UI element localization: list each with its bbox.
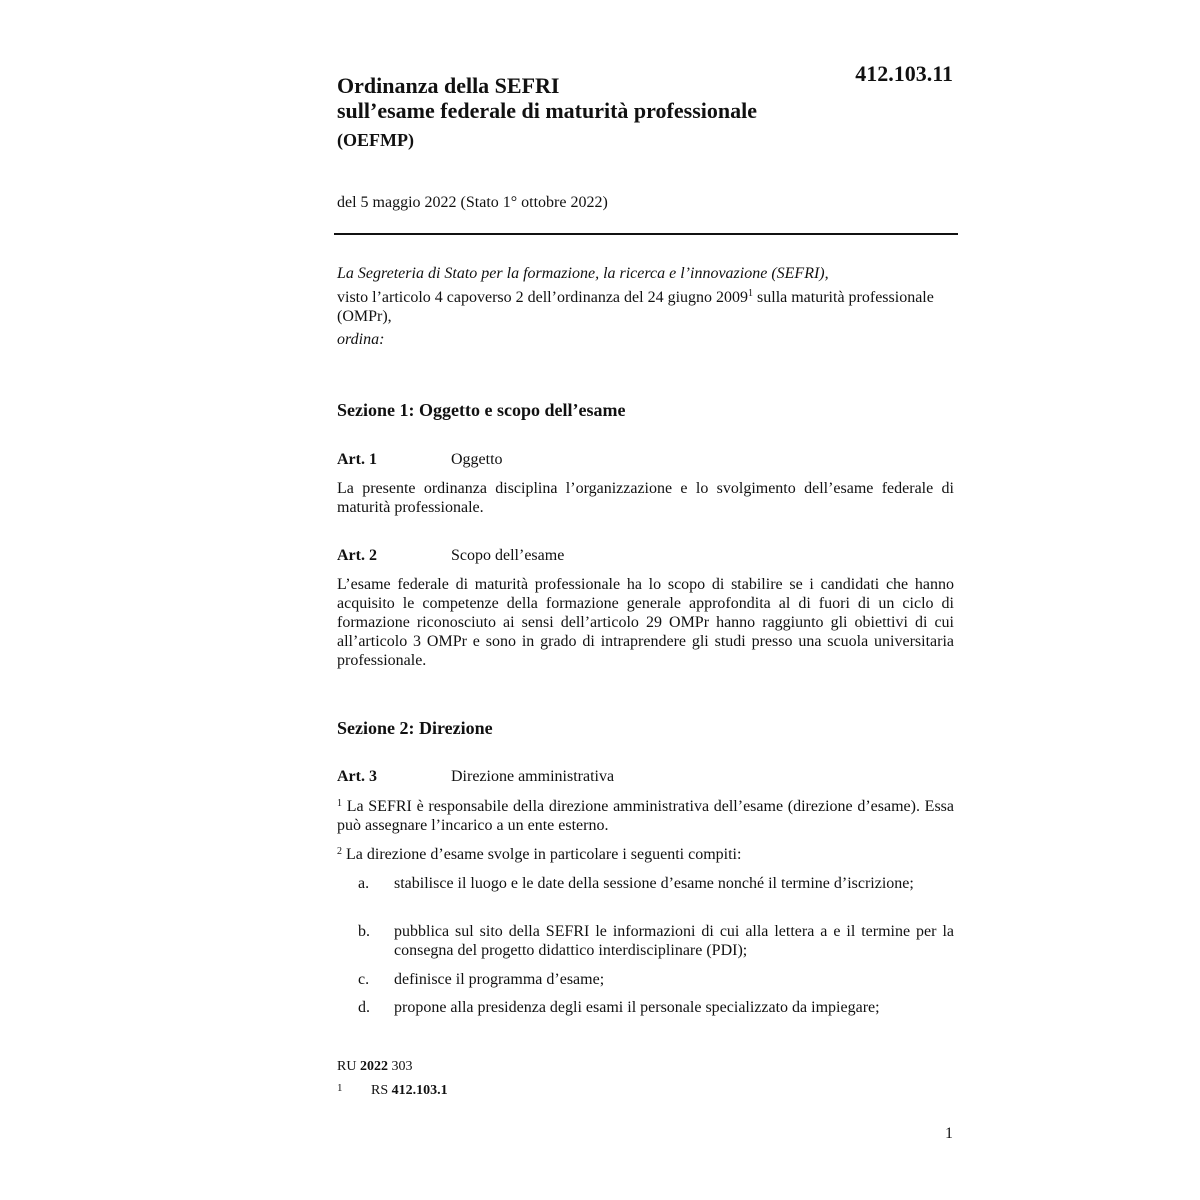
paragraph-number: 1: [337, 798, 342, 809]
section-heading: Sezione 2: Direzione: [337, 718, 493, 738]
article-title: Oggetto: [451, 451, 503, 468]
article-title: Direzione amministrativa: [451, 768, 615, 785]
list-item-text: propone alla presidenza degli esami il personale specializzato da impiegare;: [394, 999, 880, 1016]
list-item: [337, 874, 954, 893]
list-item-letter: b.: [358, 923, 370, 940]
footnote-prefix: RS: [371, 1083, 389, 1098]
article-heading: [337, 767, 954, 787]
page-number: 1: [945, 1125, 953, 1142]
article-paragraph: [337, 845, 954, 864]
article-text: L’esame federale di maturità professionale ha lo scopo di stabilire se i candidati che hanno acquisito le competenze della formazione generale approfondita al di fuori di un ciclo di formazione riconosciuto ai sensi dell’articolo 29 OMPr hanno raggiunto gli obiettivi di cui all’articolo 3 OMPr e sono in grado di intraprendere gli studi presso una scuola universitaria professionale.: [337, 576, 954, 669]
preamble-basis-text: visto l’articolo 4 capoverso 2 dell’ordinanza del 24 giugno 2009: [337, 289, 749, 306]
systematic-number: 412.103.11: [855, 61, 953, 86]
document-title: [337, 73, 897, 151]
article-paragraph: [337, 797, 954, 835]
paragraph-text: La direzione d’esame svolge in particolare i seguenti compiti:: [342, 846, 742, 863]
title-abbreviation: (OEFMP): [337, 130, 414, 150]
ru-year: 2022: [359, 1059, 388, 1074]
list-item: [337, 922, 954, 960]
list-item-letter: c.: [358, 971, 370, 988]
footnote-mark: 1: [337, 1082, 343, 1094]
list-item-text: stabilisce il luogo e le date della sessione d’esame nonché il termine d’iscrizione;: [394, 875, 914, 892]
preamble-legal-basis: [337, 288, 954, 326]
article-title: Scopo dell’esame: [451, 547, 565, 564]
ru-page: 303: [391, 1059, 413, 1074]
article-number: Art. 2: [337, 547, 377, 564]
preamble-basis-text-end: sulla maturità professionale (OMPr),: [337, 289, 934, 325]
list-item-text: pubblica sul sito della SEFRI le informazioni di cui alla lettera a e il termine per la consegna del progetto didattico interdisciplinare (PDI);: [394, 923, 954, 959]
preamble-orders: ordina:: [337, 331, 385, 348]
article-number: Art. 3: [337, 768, 377, 785]
paragraph-number: 2: [337, 846, 342, 857]
list-item: [337, 998, 954, 1017]
section-heading: Sezione 1: Oggetto e scopo dell’esame: [337, 400, 626, 420]
footnote-reference-number: 412.103.1: [391, 1083, 448, 1098]
list-item-letter: a.: [358, 875, 370, 892]
ru-prefix: RU: [337, 1059, 357, 1074]
paragraph-text: La SEFRI è responsabile della direzione amministrativa dell’esame (direzione d’esame). Essa può assegnare l’incarico a un ente esterno.: [337, 798, 954, 834]
list-item: [337, 970, 954, 989]
document-date: del 5 maggio 2022 (Stato 1° ottobre 2022): [337, 194, 608, 211]
article-heading: [337, 546, 954, 566]
title-line-1: Ordinanza della SEFRI: [337, 73, 560, 98]
article-number: Art. 1: [337, 451, 377, 468]
title-line-2: sull’esame federale di maturità professionale: [337, 98, 757, 123]
list-item-letter: d.: [358, 999, 370, 1016]
official-compilation-reference: [337, 1058, 412, 1076]
preamble-issuer: La Segreteria di Stato per la formazione, la ricerca e l’innovazione (SEFRI),: [337, 265, 829, 282]
footnote: [337, 1079, 448, 1100]
footnote-reference[interactable]: 1: [748, 288, 754, 299]
list-item-text: definisce il programma d’esame;: [394, 971, 605, 988]
title-divider: [334, 233, 958, 235]
article-text: La presente ordinanza disciplina l’organizzazione e lo svolgimento dell’esame federale di maturità professionale.: [337, 480, 954, 516]
article-heading: [337, 450, 954, 470]
preamble: [337, 264, 954, 349]
